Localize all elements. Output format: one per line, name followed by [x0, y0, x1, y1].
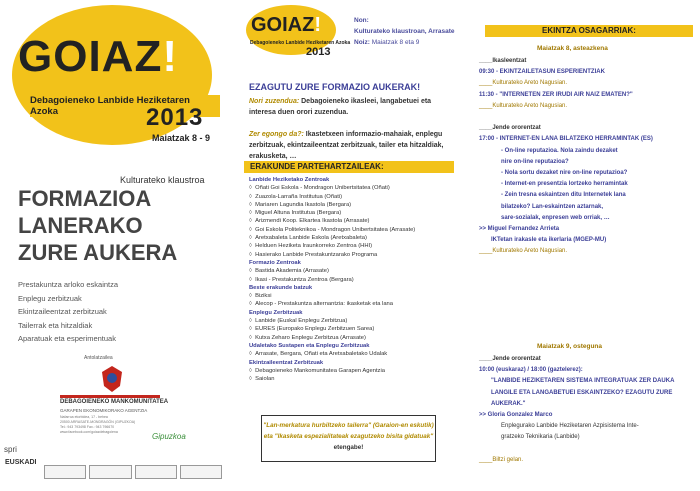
participant-item: ◊ Bastida Akademia (Arrasate): [249, 267, 459, 275]
participant-item: ◊ Alecop - Prestakuntza alternantzia: ikasketak eta lana: [249, 300, 459, 308]
day1-schedule: [479, 56, 695, 258]
participant-item: ◊ Miguel Altuna Institutua (Bergara): [249, 209, 459, 217]
section-heading: EZAGUTU ZURE FORMAZIO AUKERAK!: [249, 82, 421, 92]
organizer-address: Nafarroa etorbidea, 17 - behea 20500 ARRASATE-MONDRAGÓN (GIPUZKOA) Tel.: 943 793498 Fax.: 943 796670 www.facebook.com/goiazdebagoiena: [60, 415, 136, 434]
schedule-line: 10:00 (euskaraz) / 18:00 (gaztelerez):: [479, 367, 583, 374]
event-year-small: 2013: [306, 46, 331, 58]
participant-category: Lanbide Heziketako Zentroak: [249, 177, 330, 183]
schedule-line: AUKERAK.": [491, 400, 526, 407]
offer-item: Tailerrak eta hitzaldiak: [18, 320, 93, 330]
schedule-line: gratzeko Teknikaria (Lanbide): [501, 434, 580, 441]
day-heading: Maiatzak 9, osteguna: [537, 343, 603, 350]
event-info: [354, 15, 455, 48]
sponsor-logo: [180, 465, 222, 479]
slogan-line: ZURE AUKERA: [18, 240, 178, 265]
participant-item: ◊ Zuazola-Larraña Institutua (Oñati): [249, 193, 459, 201]
participant-item: ◊ Hasierako Lanbide Prestakuntzarako Programa: [249, 251, 459, 259]
slogan-line: LANERAKO: [18, 213, 143, 238]
schedule-line: - On-line reputazioa. Nola zaindu dezaket: [501, 147, 618, 154]
participant-item: ◊ Helduen Heziketa Iraunkorreko Zentroa (HHI): [249, 242, 459, 250]
participant-item: ◊ EURES (Europako Enplegu Zerbitzuen Sarea): [249, 325, 459, 333]
organizer-divider: [60, 395, 160, 398]
offer-item: Prestakuntza arloko eskaintza: [18, 280, 119, 289]
sponsor-logos: [44, 465, 222, 479]
day2-schedule: [479, 354, 695, 466]
participants-header: ERAKUNDE PARTEHARTZAILEAK:: [244, 161, 454, 173]
participant-item: ◊ Kutxa Zeharo Enplegu Zerbitzua (Arrasate): [249, 334, 459, 342]
schedule-line: IKTetan irakasle eta ikerlaria (MGEP-MU): [491, 237, 607, 244]
schedule-line: [479, 444, 695, 455]
schedule-line: ____Kulturateko Areto Nagusian.: [479, 80, 568, 87]
participant-item: ◊ Saiolan: [249, 375, 459, 383]
spri-logo: spri: [4, 445, 17, 454]
euskadi-logo: EUSKADI: [5, 459, 37, 466]
sponsor-logo: [44, 465, 86, 479]
participant-category: Formazio Zentroak: [249, 259, 301, 266]
schedule-line: sare-sozialak, enpresen web orriak, …: [501, 214, 610, 221]
schedule-line: 11:30 - "INTERNETEN ZER IRUDI AIR NAIZ EMATEN?": [479, 91, 633, 98]
participant-category: Udaletako Sustapen eta Enplegu Zerbitzuak: [249, 342, 370, 349]
info-when: Noiz: Maiatzak 8 eta 9: [354, 39, 420, 46]
event-year: 2013: [146, 104, 204, 131]
schedule-line: ____Kulturateko Areto Nagusian.: [479, 248, 568, 255]
schedule-line: Enplegurako Lanbide Heziketaren Azpisistema Inte-: [501, 423, 639, 430]
event-subtitle: Debagoieneko Lanbide Heziketaren Azoka: [30, 95, 220, 117]
organizer-shield-icon: [98, 364, 126, 394]
schedule-line: ____Ikasleentzat: [479, 58, 527, 64]
info-where-label: Non:: [354, 17, 369, 24]
participant-category: Ekintzaileentzat Zerbitzuak: [249, 359, 324, 366]
schedule-line: nire on-line reputazioa?: [501, 158, 569, 165]
organizer-label: Antolatzailea: [84, 355, 113, 361]
schedule-line: - Internet-en presentzia lortzeko herramintak: [501, 181, 628, 188]
sponsor-logo: [89, 465, 131, 479]
participant-category: Beste erakunde batzuk: [249, 284, 313, 291]
schedule-line: ____Kulturateko Areto Nagusian.: [479, 102, 568, 109]
schedule-line: ____Jende ororentzat: [479, 356, 541, 362]
schedule-line: 17:00 - INTERNET-EN LANA BILATZEKO HERRAMINTAK (ES): [479, 136, 653, 143]
participant-item: ◊ Biziksi: [249, 292, 459, 300]
participant-item: ◊ Mariaren Lagundia Ikastola (Bergara): [249, 201, 459, 209]
participant-item: ◊ Goi Eskola Politeknikoa - Mondragon Unibertsitatea (Arrasate): [249, 226, 459, 234]
offer-item: Aparatuak eta esperimentuak: [18, 334, 116, 343]
schedule-line: [479, 112, 695, 123]
organizer-name: DEBAGOIENEKO MANKOMUNITATEA: [60, 399, 169, 405]
organizer-agency: GARAPEN EKONOMIKORAKO AGENTZIA: [60, 408, 148, 413]
offer-item: Enplegu zerbitzuak: [18, 293, 82, 303]
schedule-line: bilatzeko? Lan-eskaintzen aztarnak,: [501, 203, 604, 210]
participant-item: ◊ Oñati Goi Eskola - Mondragon Unibertsitatea (Oñati): [249, 184, 459, 192]
schedule-line: "LANBIDE HEZIKETAREN SISTEMA INTEGRATUAK ZER DAUKA: [491, 378, 675, 385]
workshop-note: "Lan-merkatura hurbiltzeko tailerra" (Garaion-en eskutik) eta "Ikasketa espezialitateak ezagutzeko bisita gidatuak" etengabe!: [261, 415, 436, 462]
participant-item: ◊ Arizmendi Koop. Elkartea Ikastola (Arrasate): [249, 217, 459, 225]
intro-text: Nori zuzendua: Debagoieneko ikasleei, langabetuei eta interesa duen orori zuzendua. Zer egongo da?: Ikastetxeen informazio-mahaiak, enplegu zerbitzuak, ekintzaileentzat zerbitzuak, tailer eta hitzaldiak, erakusketa, …: [249, 98, 444, 160]
schedule-line: - Nola sortu dezaket nire on-line reputazioa?: [501, 170, 628, 177]
day-heading: Maiatzak 8, asteazkena: [537, 45, 608, 52]
participants-list: [249, 176, 459, 383]
gipuzkoa-logo: Gipuzkoa: [152, 432, 186, 441]
participant-item: ◊ Lanbide (Euskal Enplegu Zerbitzua): [249, 317, 459, 325]
schedule-line: - Zein tresna eskaintzen ditu Internetek lana: [501, 192, 626, 199]
slogan: [18, 185, 177, 266]
activities-panel: [467, 0, 700, 491]
event-venue: Kulturateko klaustroa: [120, 175, 205, 185]
schedule-line: >> Gloria Gonzalez Marco: [479, 412, 553, 419]
schedule-line: >> Miguel Fernandez Arrieta: [479, 226, 560, 233]
cover-panel: [0, 0, 234, 491]
slogan-line: FORMAZIOA: [18, 186, 152, 211]
info-where-value: Kulturateko klaustroan, Arrasate: [354, 28, 455, 35]
participant-item: ◊ Arrasate, Bergara, Oñati eta Aretxabaletako Udalak: [249, 350, 459, 358]
event-dates: Maiatzak 8 - 9: [152, 133, 211, 143]
participant-category: Enplegu Zerbitzuak: [249, 309, 303, 316]
schedule-line: ____Jende ororentzat: [479, 125, 541, 132]
activities-header: EKINTZA OSAGARRIAK:: [485, 25, 693, 37]
event-subtitle-small: Debagoieneko Lanbide Heziketaren Azoka: [250, 40, 351, 46]
info-panel: [234, 0, 467, 491]
event-title-small: GOIAZ!: [251, 14, 322, 36]
participant-item: ◊ Debagoieneko Mankomunitatea Garapen Agentzia: [249, 367, 459, 375]
participant-item: ◊ Aretxabaleta Lanbide Eskola (Aretxabaleta): [249, 234, 459, 242]
event-title: GOIAZ!: [18, 32, 178, 81]
offer-item: Ekintzaileentzat zerbitzuak: [18, 307, 107, 316]
schedule-line: ____Biltzi gelan.: [479, 456, 524, 463]
sponsor-logo: [135, 465, 177, 479]
schedule-line: LANGILE ETA LANGABETUEI ESKAINTZEKO? EZAGUTU ZURE: [491, 389, 673, 396]
offer-list: [18, 278, 118, 346]
schedule-line: 09:30 - EKINTZAILETASUN ESPERIENTZIAK: [479, 69, 605, 76]
participant-item: ◊ Ikasi - Prestakuntza Zentroa (Bergara): [249, 276, 459, 284]
